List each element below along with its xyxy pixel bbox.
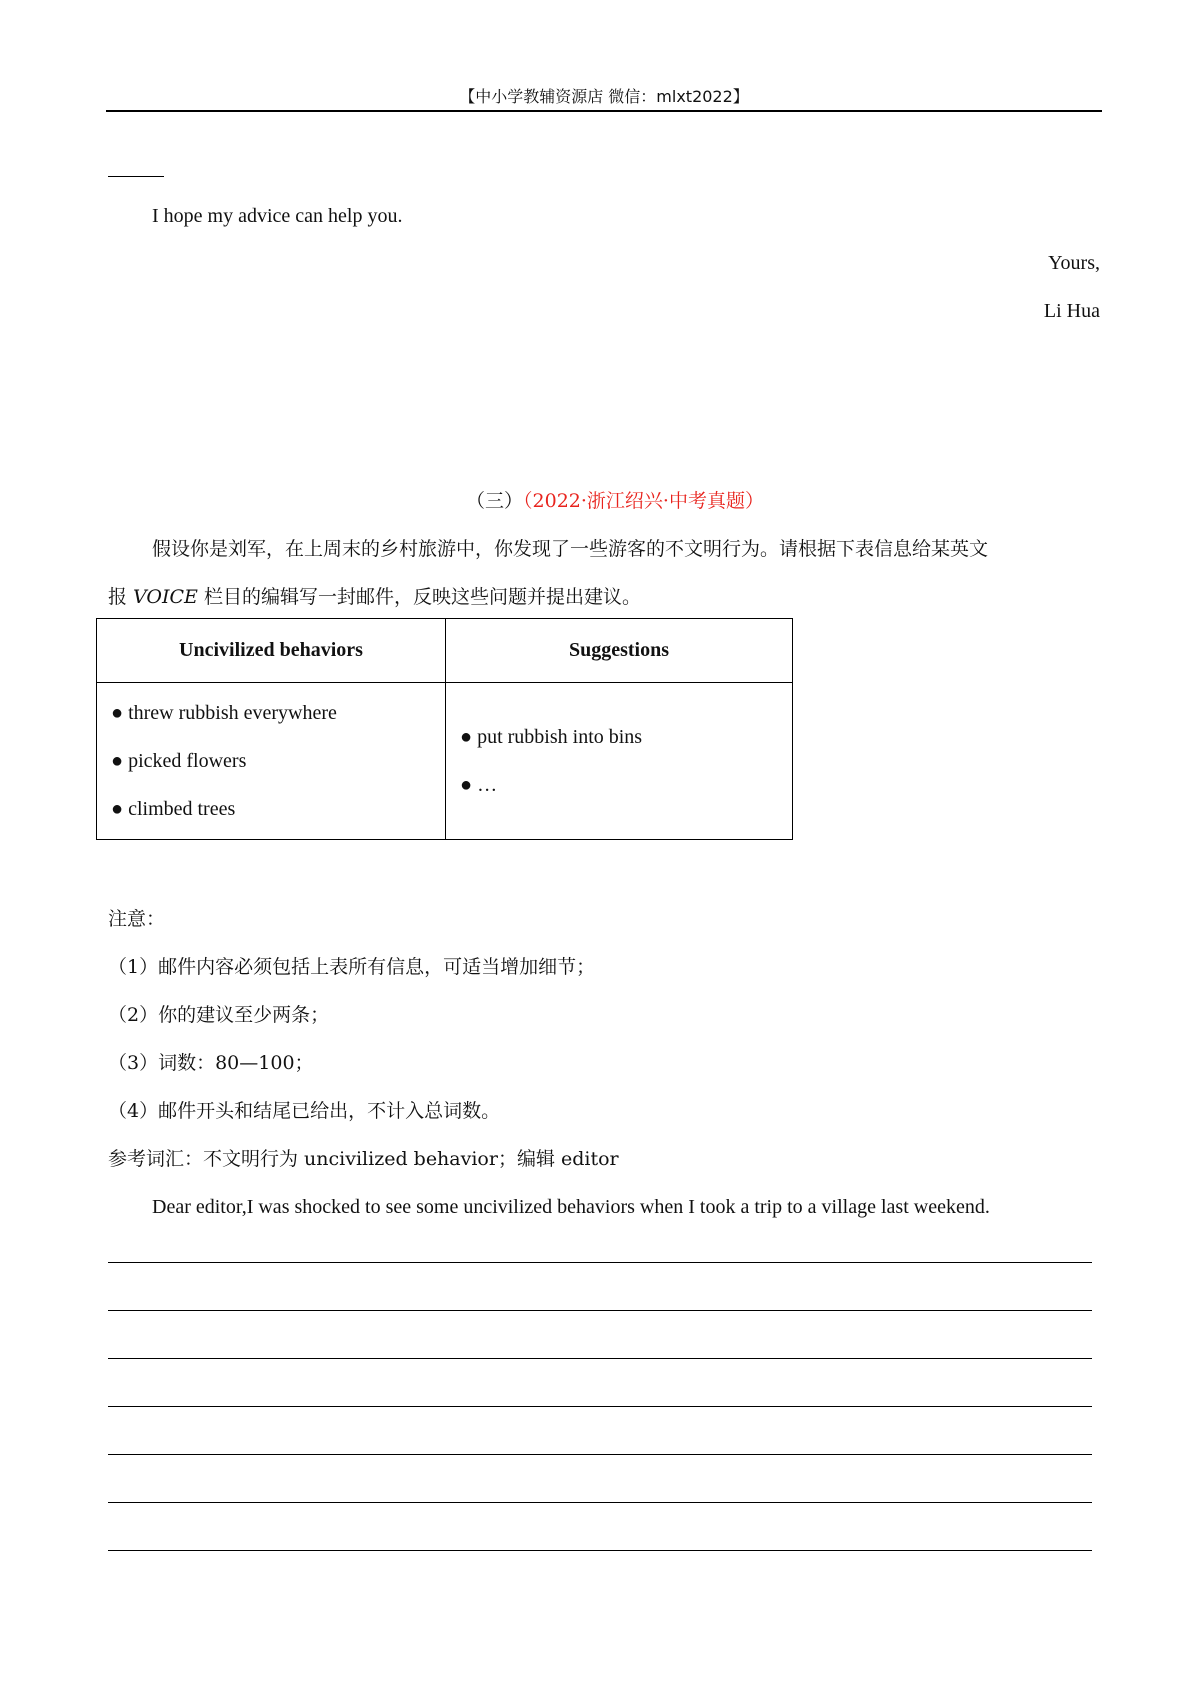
prompt-line-1: 假设你是刘军，在上周末的乡村旅游中，你发现了一些游客的不文明行为。请根据下表信息给某英文 (152, 538, 989, 560)
list-item: ● climbed trees (111, 798, 236, 820)
answer-line[interactable] (108, 1502, 1092, 1503)
list-item: ● … (460, 774, 498, 796)
signoff: Yours, (1048, 252, 1100, 274)
list-item: ● picked flowers (111, 750, 247, 772)
behaviors-cell (97, 683, 446, 840)
answer-line[interactable] (108, 1454, 1092, 1455)
prompt-line-2 (108, 585, 641, 609)
info-table (96, 618, 793, 840)
suggestions-list (460, 713, 778, 809)
answer-line[interactable] (108, 1550, 1092, 1551)
header-suggestions: Suggestions (446, 619, 793, 683)
behaviors-list (111, 689, 431, 833)
note-item-2: （2）你的建议至少两条； (108, 1004, 330, 1026)
notes-title: 注意： (108, 908, 166, 930)
header-behaviors: Uncivilized behaviors (97, 619, 446, 683)
prompt-suffix: 栏目的编辑写一封邮件，反映这些问题并提出建议。 (197, 586, 641, 608)
page-header: 【中小学教辅资源店 微信：mlxt2022】 (459, 87, 749, 106)
prompt-prefix: 报 (108, 586, 134, 608)
letter-opening: Dear editor,I was shocked to see some uncivilized behaviors when I took a trip to a village last weekend. (152, 1196, 990, 1218)
note-item-1: （1）邮件内容必须包括上表所有信息，可适当增加细节； (108, 956, 596, 978)
answer-line[interactable] (108, 1406, 1092, 1407)
vocab-note: 参考词汇：不文明行为 uncivilized behavior；编辑 editor (108, 1148, 619, 1170)
section-heading (466, 489, 764, 513)
note-item-3: （3）词数：80—100； (108, 1052, 314, 1074)
list-item: ● threw rubbish everywhere (111, 702, 337, 724)
signer-name: Li Hua (1043, 300, 1100, 322)
section-number: （三） (466, 490, 524, 512)
closing-line: I hope my advice can help you. (152, 205, 403, 227)
suggestions-cell (446, 683, 793, 840)
answer-line[interactable] (108, 1358, 1092, 1359)
prompt-voice: VOICE (133, 586, 198, 608)
list-item: ● put rubbish into bins (460, 726, 643, 748)
answer-line[interactable] (108, 1310, 1092, 1311)
answer-line-end (108, 176, 164, 177)
header-rule (106, 110, 1102, 112)
answer-line[interactable] (108, 1262, 1092, 1263)
note-item-4: （4）邮件开头和结尾已给出，不计入总词数。 (108, 1100, 501, 1122)
section-source: （2022·浙江绍兴·中考真题） (523, 490, 764, 512)
